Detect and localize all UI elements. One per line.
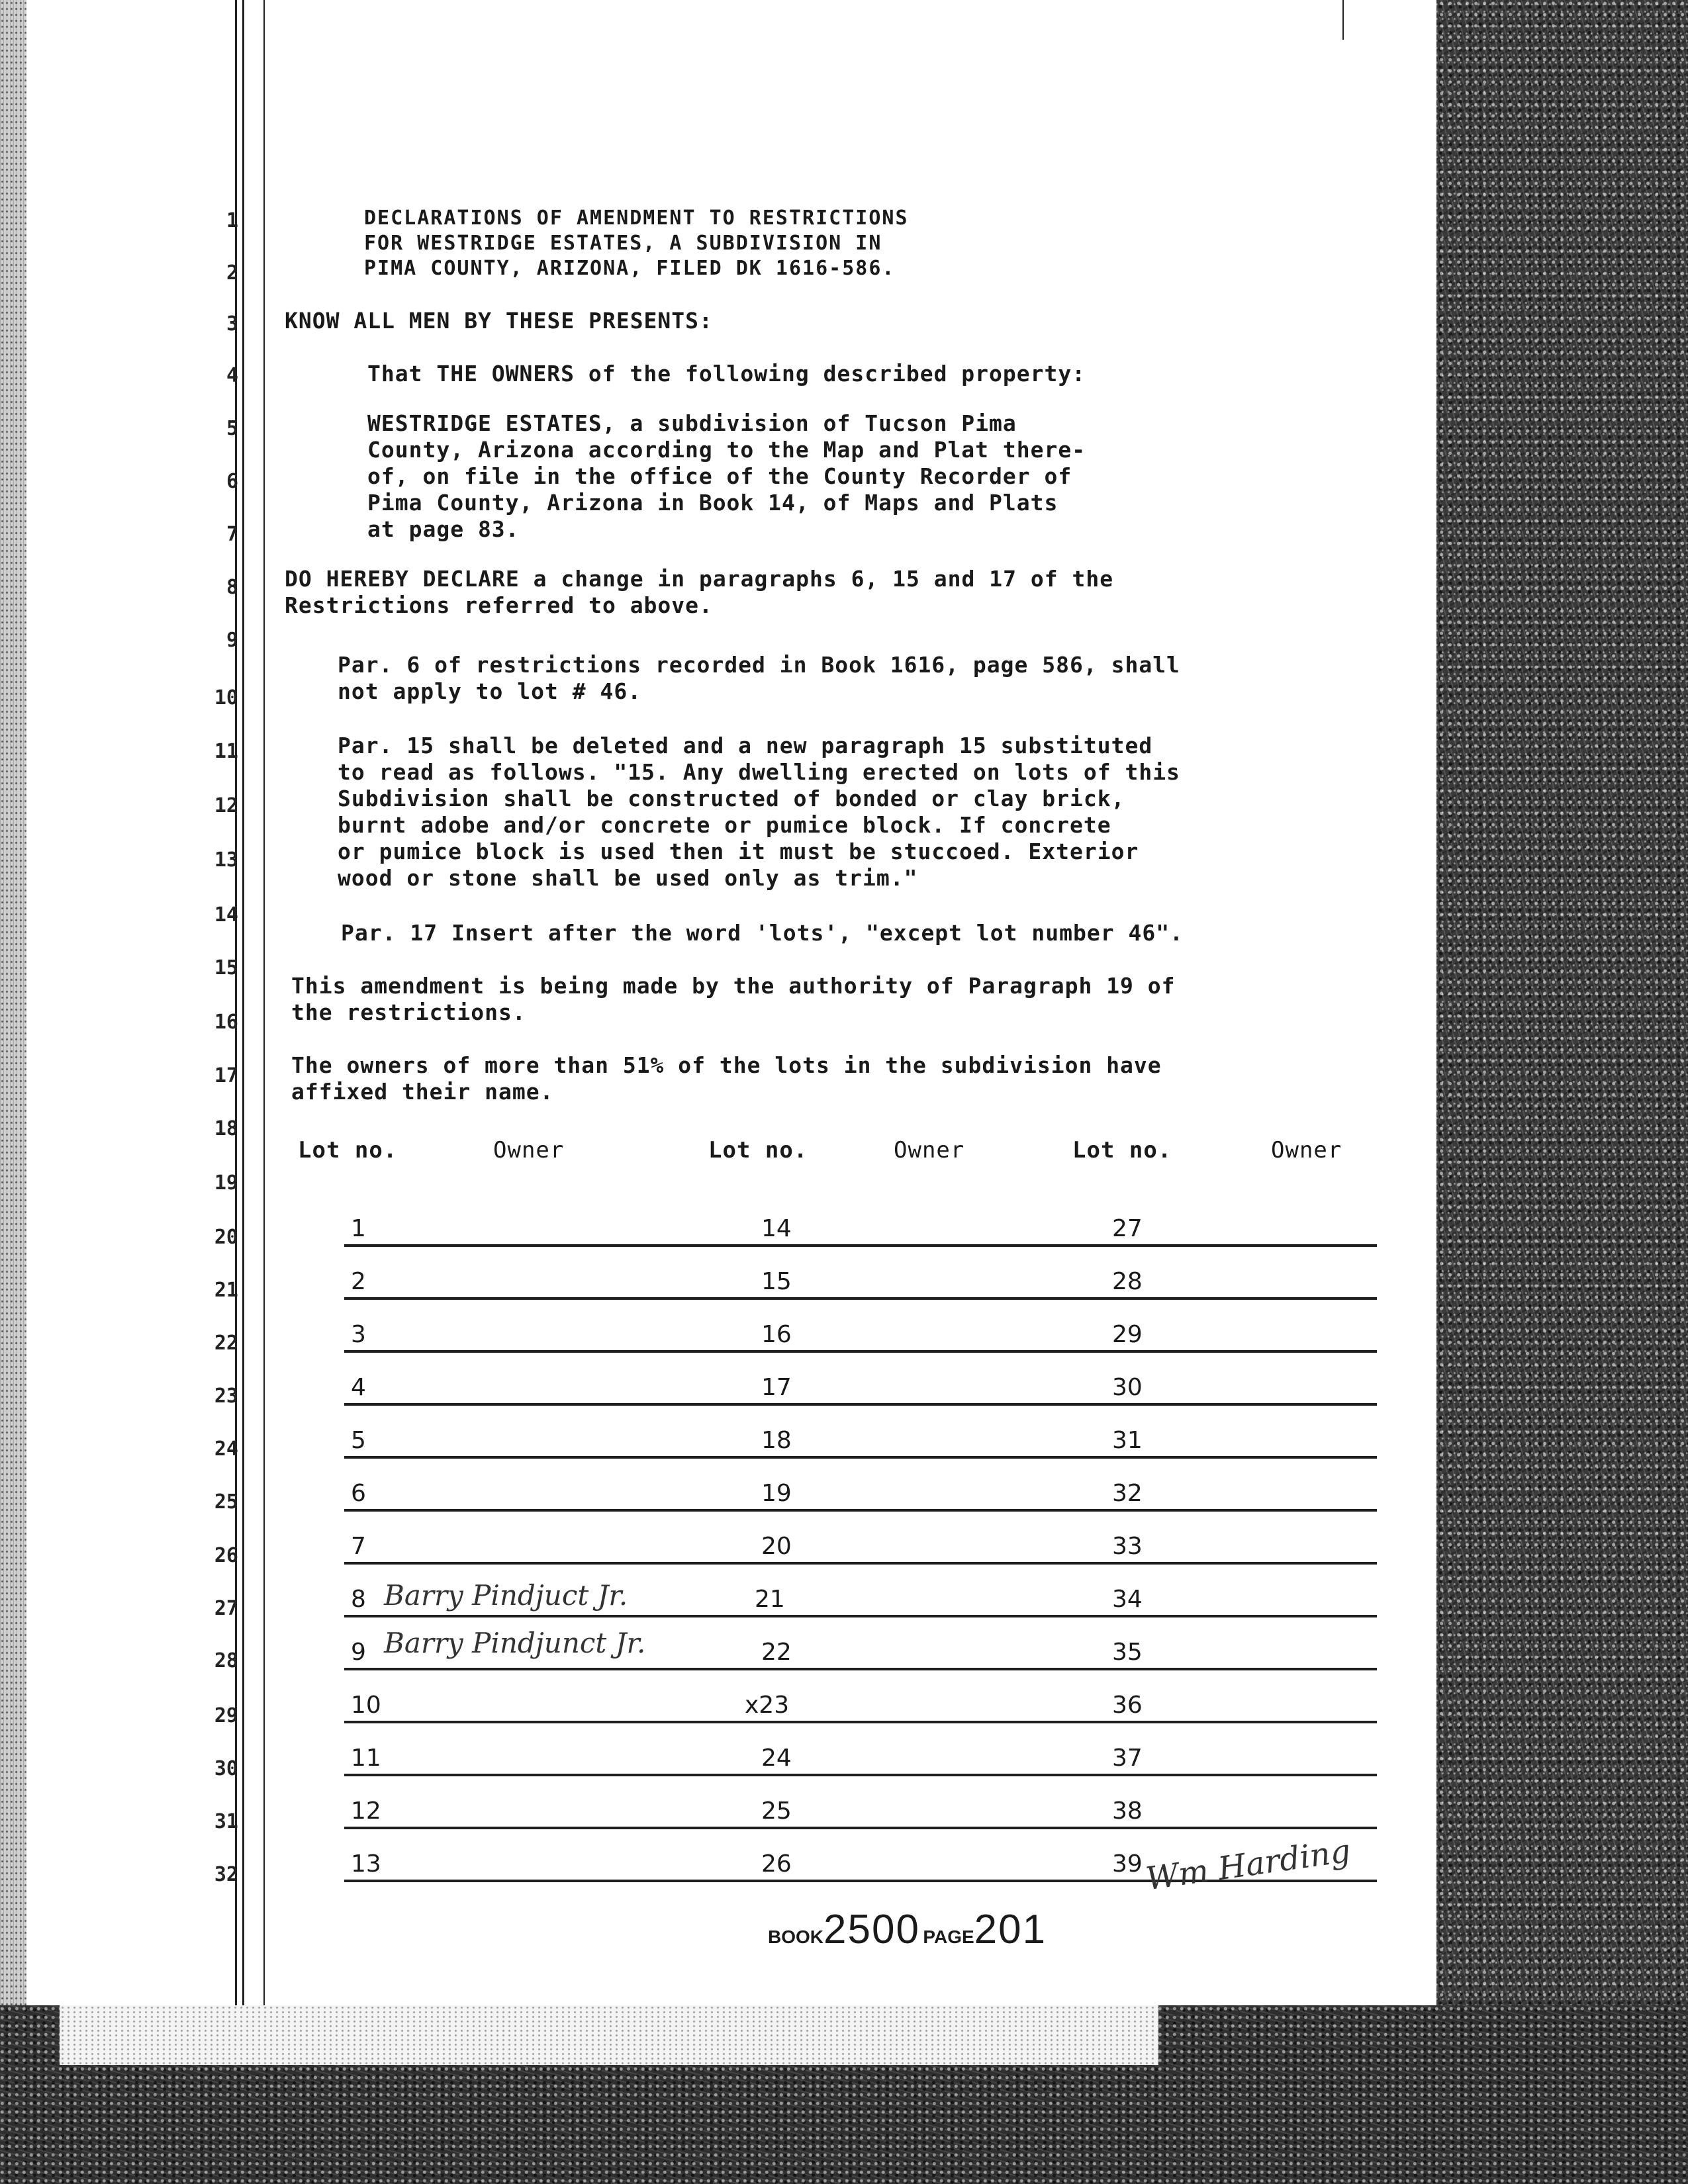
property-description-line: at page 83. (367, 516, 520, 542)
property-description-line: Pima County, Arizona in Book 14, of Maps and Plats (367, 490, 1058, 516)
line-number: 21 (214, 1279, 238, 1302)
lot-number: 30 (1112, 1374, 1143, 1401)
column-header-owner: Owner (894, 1137, 965, 1163)
lot-number: 21 (755, 1586, 785, 1613)
line-number: 12 (214, 794, 238, 817)
stamp-book-label: BOOK (768, 1927, 823, 1947)
owners-statement-line: affixed their name. (291, 1079, 554, 1105)
column-header-owner: Owner (1271, 1137, 1342, 1163)
line-number: 9 (226, 629, 238, 652)
line-number: 15 (214, 956, 238, 979)
owner-signature-lot-9: Barry Pindjunct Jr. (384, 1627, 646, 1659)
lot-number: 11 (351, 1745, 381, 1772)
document-title-line: DECLARATIONS OF AMENDMENT TO RESTRICTIONS (364, 206, 909, 230)
margin-rule-left-inner (242, 0, 244, 2005)
lot-number: 3 (351, 1321, 366, 1348)
lot-number: 32 (1112, 1480, 1143, 1507)
line-number: 4 (226, 364, 238, 387)
lot-number: 25 (761, 1797, 792, 1825)
lot-number: 2 (351, 1268, 366, 1295)
lot-number: 28 (1112, 1268, 1143, 1295)
opening-clause: KNOW ALL MEN BY THESE PRESENTS: (285, 308, 713, 334)
column-header-lot-no: Lot no. (708, 1137, 808, 1163)
lot-number: 24 (761, 1745, 792, 1772)
signature-row-rule (344, 1350, 1377, 1353)
line-number: 23 (214, 1385, 238, 1408)
line-number: 3 (226, 312, 238, 336)
lot-number: 14 (761, 1215, 792, 1242)
paragraph-6-line: not apply to lot # 46. (338, 678, 642, 704)
stamp-page-label: PAGE (923, 1927, 974, 1947)
document-title-line: FOR WESTRIDGE ESTATES, A SUBDIVISION IN (364, 232, 882, 255)
line-number: 13 (214, 848, 238, 872)
column-header-owner: Owner (493, 1137, 565, 1163)
lot-number: 33 (1112, 1533, 1143, 1560)
lot-number: 35 (1112, 1639, 1143, 1666)
line-number: 27 (214, 1597, 238, 1620)
lot-number: 37 (1112, 1745, 1143, 1772)
lot-number: 15 (761, 1268, 792, 1295)
lot-number: 5 (351, 1427, 366, 1454)
line-number: 2 (226, 261, 238, 285)
lot-number: 8 (351, 1586, 366, 1613)
line-number: 6 (226, 470, 238, 493)
line-number: 25 (214, 1490, 238, 1514)
signature-row-rule (344, 1774, 1377, 1776)
lot-number: 12 (351, 1797, 381, 1825)
lot-number: 20 (761, 1533, 792, 1560)
owners-intro: That THE OWNERS of the following described property: (367, 361, 1086, 387)
scan-noise-left (0, 0, 26, 2184)
line-number: 1 (226, 209, 238, 232)
lot-number: 31 (1112, 1427, 1143, 1454)
paragraph-15-line: wood or stone shall be used only as trim." (338, 865, 918, 891)
paragraph-17-line: Par. 17 Insert after the word 'lots', "except lot number 46". (341, 920, 1184, 946)
line-number: 5 (226, 417, 238, 440)
lot-number: 29 (1112, 1321, 1143, 1348)
lot-number: 1 (351, 1215, 366, 1242)
line-number: 19 (214, 1171, 238, 1195)
line-number: 8 (226, 576, 238, 599)
lot-number: 17 (761, 1374, 792, 1401)
signature-row-rule (344, 1562, 1377, 1565)
lot-number: 34 (1112, 1586, 1143, 1613)
stamp-book-number: 2500 (823, 1907, 920, 1952)
paragraph-15-line: or pumice block is used then it must be stuccoed. Exterior (338, 839, 1139, 864)
lot-number: 4 (351, 1374, 366, 1401)
lot-number: 27 (1112, 1215, 1143, 1242)
column-header-lot-no: Lot no. (298, 1137, 398, 1163)
lot-number: 19 (761, 1480, 792, 1507)
line-number: 11 (214, 740, 238, 763)
property-description-line: County, Arizona according to the Map and Plat there- (367, 437, 1086, 463)
line-number: 29 (214, 1704, 238, 1727)
line-number: 32 (214, 1863, 238, 1886)
line-number: 31 (214, 1810, 238, 1833)
line-number: 17 (214, 1064, 238, 1087)
line-number: 16 (214, 1011, 238, 1034)
line-number: 20 (214, 1226, 238, 1249)
paragraph-6-line: Par. 6 of restrictions recorded in Book 1616, page 586, shall (338, 652, 1180, 678)
lot-number: x23 (745, 1692, 790, 1719)
lot-number: 38 (1112, 1797, 1143, 1825)
scan-noise-right (1397, 0, 1688, 2184)
signature-row-rule (344, 1509, 1377, 1512)
lot-number: 9 (351, 1639, 366, 1666)
paragraph-15-line: Subdivision shall be constructed of bonded or clay brick, (338, 786, 1125, 811)
lot-number: 22 (761, 1639, 792, 1666)
lot-number: 13 (351, 1850, 381, 1878)
declaration-line: DO HEREBY DECLARE a change in paragraphs 6, 15 and 17 of the (285, 566, 1114, 592)
stamp-page-number: 201 (974, 1907, 1047, 1952)
owners-statement-line: The owners of more than 51% of the lots in the subdivision have (291, 1052, 1162, 1078)
line-number: 18 (214, 1117, 238, 1140)
lot-number: 7 (351, 1533, 366, 1560)
authority-line: This amendment is being made by the authority of Paragraph 19 of (291, 973, 1176, 999)
lot-number: 6 (351, 1480, 366, 1507)
signature-row-rule (344, 1827, 1377, 1829)
lot-number: 26 (761, 1850, 792, 1878)
lot-number: 39 (1112, 1850, 1143, 1878)
signature-row-rule (344, 1456, 1377, 1459)
paragraph-15-line: burnt adobe and/or concrete or pumice block. If concrete (338, 812, 1111, 838)
signature-row-rule (344, 1721, 1377, 1723)
signature-row-rule (344, 1244, 1377, 1247)
column-header-lot-no: Lot no. (1072, 1137, 1172, 1163)
line-number: 24 (214, 1437, 238, 1461)
signature-row-rule (344, 1403, 1377, 1406)
signature-row-rule (344, 1297, 1377, 1300)
authority-line: the restrictions. (291, 999, 526, 1025)
signature-row-rule (344, 1668, 1377, 1670)
margin-rule-left-outer (263, 0, 265, 2005)
document-title-line: PIMA COUNTY, ARIZONA, FILED DK 1616-586. (364, 257, 896, 280)
lot-number: 18 (761, 1427, 792, 1454)
signature-row-rule (344, 1615, 1377, 1617)
margin-tick-right (1342, 0, 1344, 40)
paragraph-15-line: Par. 15 shall be deleted and a new paragraph 15 substituted (338, 733, 1153, 758)
lot-number: 10 (351, 1692, 381, 1719)
declaration-line: Restrictions referred to above. (285, 592, 713, 618)
recorder-stamp (768, 1906, 1047, 1953)
line-number: 10 (214, 686, 238, 709)
lot-number: 16 (761, 1321, 792, 1348)
property-description-line: WESTRIDGE ESTATES, a subdivision of Tucson Pima (367, 410, 1017, 436)
page-bottom-strip (60, 2005, 1158, 2065)
line-number: 30 (214, 1757, 238, 1780)
lot-number: 36 (1112, 1692, 1143, 1719)
line-number: 28 (214, 1649, 238, 1672)
owner-signature-lot-39: Wm Harding (1143, 1832, 1353, 1898)
line-number: 22 (214, 1332, 238, 1355)
line-number: 7 (226, 523, 238, 546)
line-number: 14 (214, 903, 238, 927)
line-number: 26 (214, 1544, 238, 1567)
owner-signature-lot-8: Barry Pindjuct Jr. (384, 1579, 628, 1612)
paragraph-15-line: to read as follows. "15. Any dwelling erected on lots of this (338, 759, 1180, 785)
property-description-line: of, on file in the office of the County Recorder of (367, 463, 1072, 489)
